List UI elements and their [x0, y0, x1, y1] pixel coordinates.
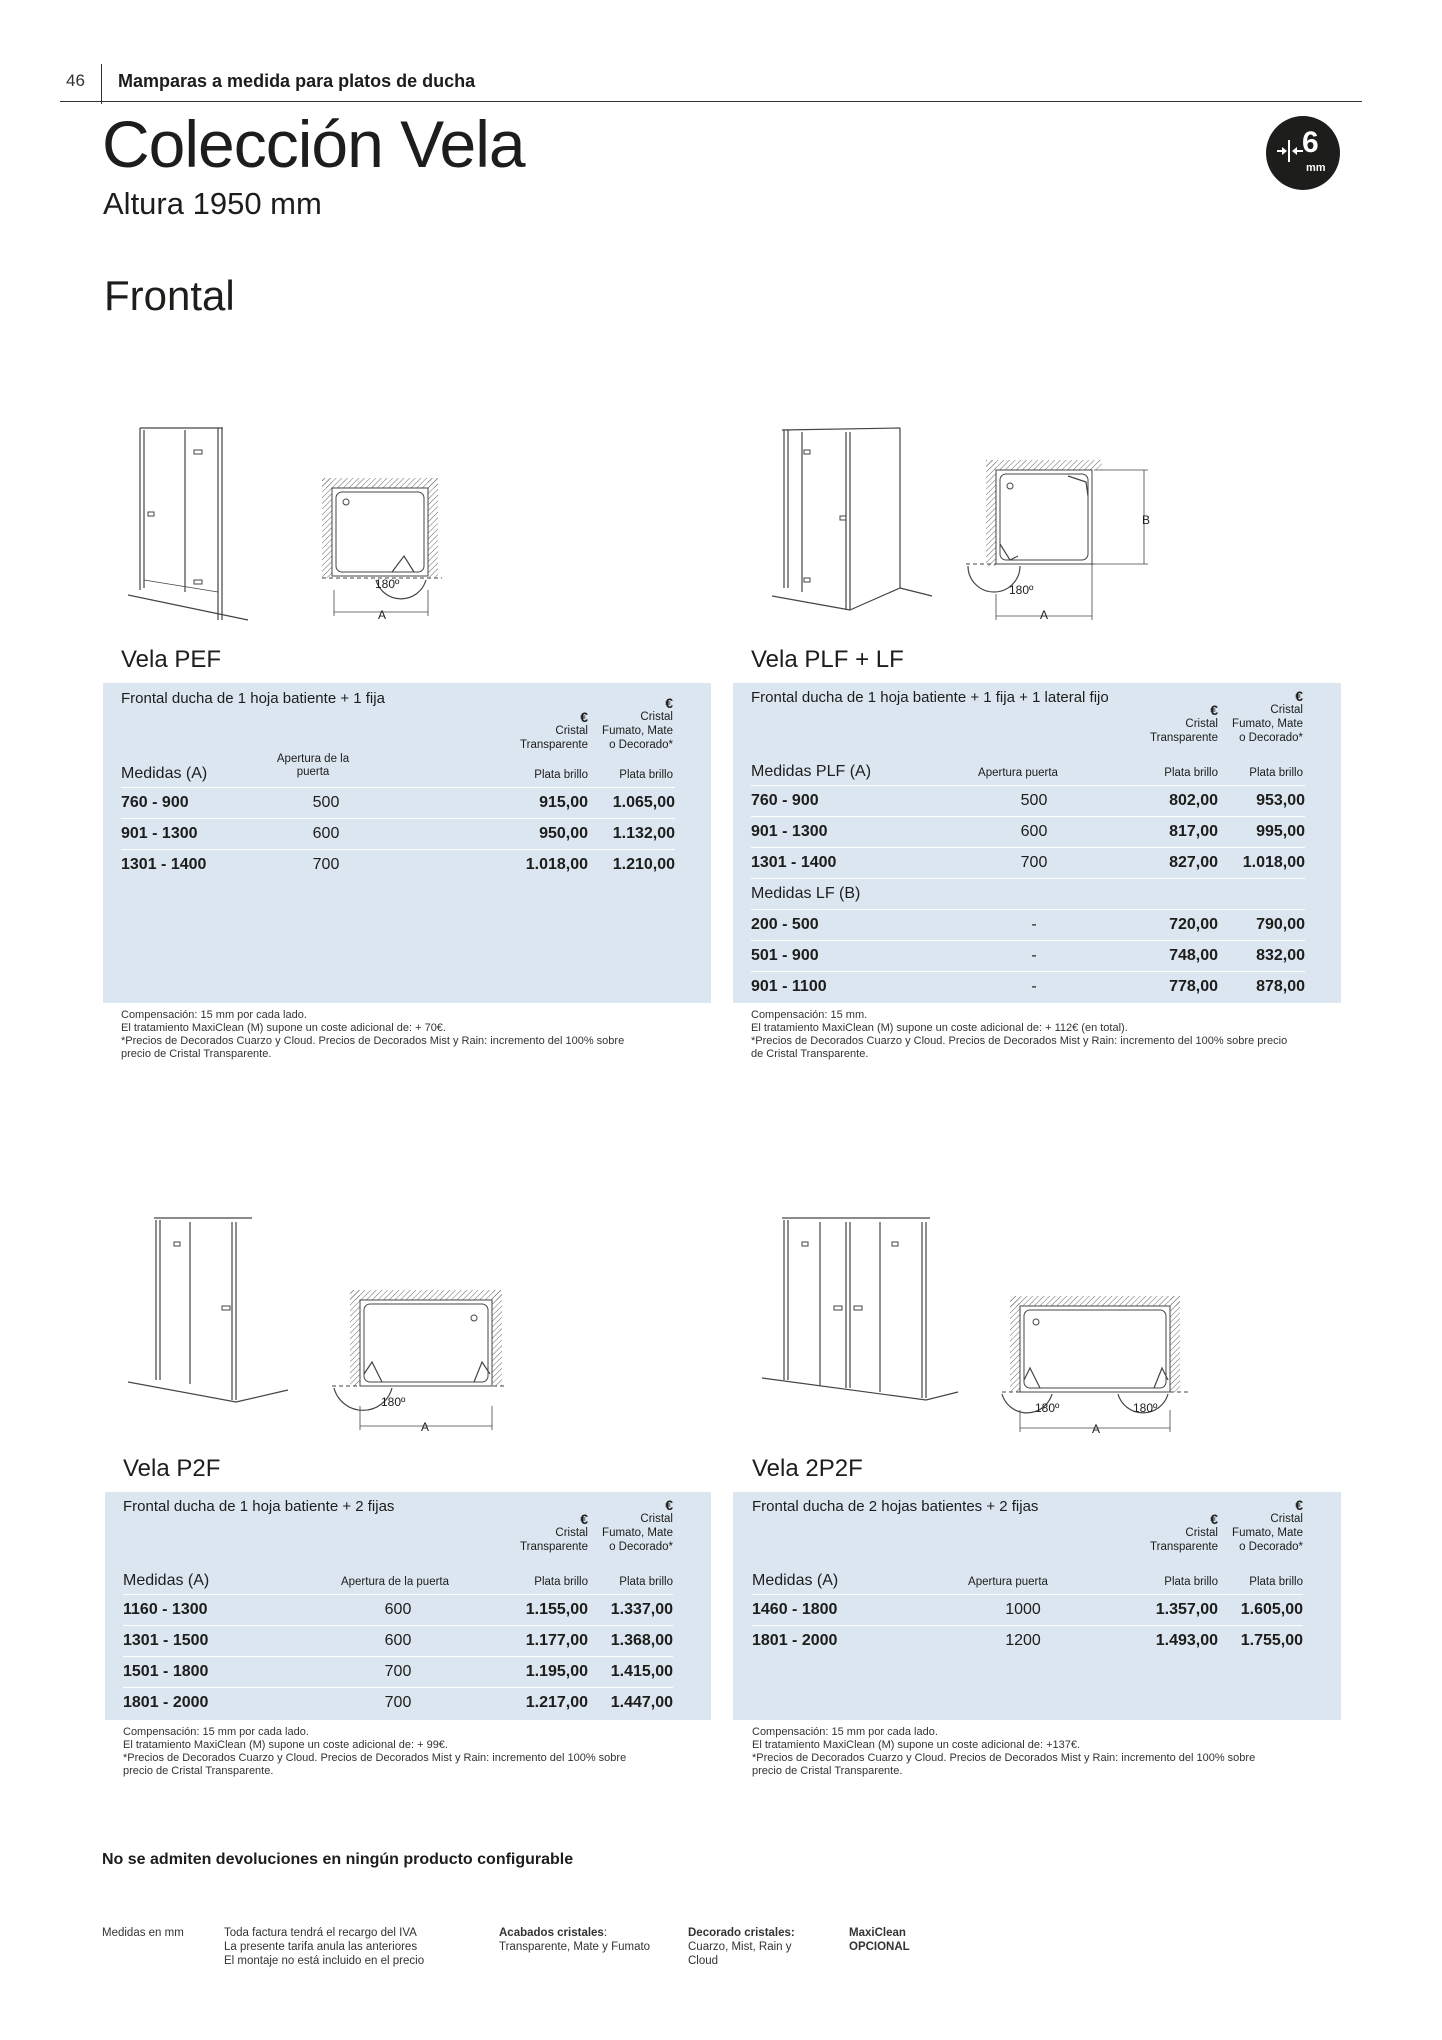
vela-p2f-elevation — [128, 1218, 288, 1402]
vela-p2f-dim-a: A — [421, 1420, 430, 1434]
product-title-vela-p2f: Vela P2F — [123, 1455, 221, 1482]
vela-plf-lf-diagram — [772, 420, 1152, 630]
table-row: 1301 - 1400 700 1.018,00 1.210,00 — [121, 849, 675, 879]
footer-glass-decor: Decorado cristales: Cuarzo, Mist, Rain y Cloud — [688, 1927, 795, 1967]
vela-plf-lf-col-decorated: € Cristal Fumato, Mate o Decorado* — [1232, 688, 1303, 744]
table-row: 200 - 500 - 720,00 790,00 — [751, 909, 1305, 939]
badge-value: 6 — [1302, 126, 1319, 159]
vela-plf-lf-door-label: Apertura puerta — [978, 767, 1058, 779]
page-title: Colección Vela — [102, 107, 525, 181]
table-row: 760 - 900 500 802,00 953,00 — [751, 785, 1305, 815]
vela-plf-lf-measure-label: Medidas PLF (A) — [751, 763, 872, 780]
vela-2p2f-description: Frontal ducha de 2 hojas batientes + 2 fijas — [752, 1498, 1039, 1515]
page-number: 46 — [66, 71, 85, 90]
vela-pef-description: Frontal ducha de 1 hoja batiente + 1 fija — [121, 690, 385, 707]
vela-pef-dim-a: A — [378, 608, 387, 622]
vela-plf-lf-measure-label-2: Medidas LF (B) — [751, 878, 1305, 908]
footer-billing: Toda factura tendrá el recargo del IVA La presente tarifa anula las anteriores El montaje no está incluido en el precio — [224, 1927, 425, 1967]
vela-plf-lf-price-table — [733, 683, 1341, 1003]
table-row: 1301 - 1500 600 1.177,00 1.368,00 — [123, 1625, 673, 1655]
header-divider — [101, 64, 102, 104]
vela-2p2f-finish1: Plata brillo — [1164, 1576, 1218, 1588]
vela-2p2f-angle-label-right: 180º — [1133, 1401, 1158, 1415]
vela-pef-measure-label: Medidas (A) — [121, 765, 208, 782]
vela-p2f-diagram — [128, 1210, 508, 1440]
vela-pef-angle-label: 180º — [375, 577, 400, 591]
vela-2p2f-plan — [1002, 1296, 1188, 1432]
vela-2p2f-col-transparent: € Cristal Transparente — [1150, 1511, 1218, 1553]
vela-2p2f-price-table — [733, 1492, 1341, 1720]
vela-2p2f-notes: Compensación: 15 mm por cada lado. El tratamiento MaxiClean (M) supone un coste adicional de: +137€. *Precios de Decorados Cuarzo y Cloud. Precios de Decorados Mist y Rain: incremento del 100% sobre precio de Cristal Transparente. — [752, 1726, 1256, 1777]
product-title-vela-plf-lf: Vela PLF + LF — [751, 646, 904, 673]
vela-plf-lf-elevation — [772, 428, 932, 610]
vela-p2f-description: Frontal ducha de 1 hoja batiente + 2 fijas — [123, 1498, 395, 1515]
vela-p2f-door-label: Apertura de la puerta — [340, 1576, 450, 1588]
table-row: 1460 - 1800 1000 1.357,00 1.605,00 — [752, 1594, 1303, 1624]
category-heading: Frontal — [104, 272, 235, 319]
vela-plf-lf-col-transparent: € Cristal Transparente — [1150, 702, 1218, 744]
table-row: 1801 - 2000 700 1.217,00 1.447,00 — [123, 1687, 673, 1717]
vela-2p2f-angle-label-left: 180º — [1035, 1401, 1060, 1415]
no-returns-notice: No se admiten devoluciones en ningún producto configurable — [102, 1851, 574, 1868]
vela-pef-col-decorated: € Cristal Fumato, Mate o Decorado* — [602, 695, 673, 751]
vela-p2f-price-table — [105, 1492, 711, 1720]
vela-pef-diagram — [128, 420, 458, 630]
vela-pef-col-transparent: € Cristal Transparente — [520, 709, 588, 751]
vela-2p2f-dim-a: A — [1092, 1422, 1101, 1436]
vela-pef-price-table — [103, 683, 711, 1003]
vela-p2f-angle-label: 180º — [381, 1395, 406, 1409]
vela-p2f-plan — [332, 1290, 506, 1430]
vela-p2f-notes: Compensación: 15 mm por cada lado. El tratamiento MaxiClean (M) supone un coste adicional de: + 99€. *Precios de Decorados Cuarzo y Cloud. Precios de Decorados Mist y Rain: incremento del 100% sobre precio de Cristal Transparente. — [123, 1726, 627, 1777]
vela-pef-door-label: Apertura de la puerta — [276, 753, 350, 778]
vela-plf-lf-finish1: Plata brillo — [1164, 767, 1218, 779]
vela-plf-lf-dim-a: A — [1040, 608, 1049, 622]
vela-2p2f-measure-label: Medidas (A) — [752, 1572, 839, 1589]
vela-p2f-measure-label: Medidas (A) — [123, 1572, 210, 1589]
thickness-arrows-icon — [1276, 140, 1304, 162]
vela-p2f-col-transparent: € Cristal Transparente — [520, 1511, 588, 1553]
footer-units: Medidas en mm — [102, 1927, 184, 1939]
vela-pef-plan — [322, 478, 442, 616]
table-row: 760 - 900 500 915,00 1.065,00 — [121, 787, 675, 817]
table-row: 1801 - 2000 1200 1.493,00 1.755,00 — [752, 1625, 1303, 1655]
vela-p2f-finish2: Plata brillo — [619, 1576, 673, 1588]
vela-pef-elevation — [128, 428, 248, 620]
vela-p2f-finish1: Plata brillo — [534, 1576, 588, 1588]
vela-plf-lf-dim-b: B — [1142, 513, 1151, 527]
table-row: 901 - 1300 600 950,00 1.132,00 — [121, 818, 675, 848]
vela-2p2f-col-decorated: € Cristal Fumato, Mate o Decorado* — [1232, 1497, 1303, 1553]
table-row: 1301 - 1400 700 827,00 1.018,00 — [751, 847, 1305, 877]
vela-pef-finish1: Plata brillo — [534, 769, 588, 781]
table-row: 1160 - 1300 600 1.155,00 1.337,00 — [123, 1594, 673, 1624]
section-title: Mamparas a medida para platos de ducha — [118, 71, 476, 91]
table-row: 901 - 1100 - 778,00 878,00 — [751, 971, 1305, 1001]
product-title-vela-pef: Vela PEF — [121, 646, 222, 673]
vela-2p2f-finish2: Plata brillo — [1249, 1576, 1303, 1588]
vela-plf-lf-description: Frontal ducha de 1 hoja batiente + 1 fija + 1 lateral fijo — [751, 689, 1109, 706]
header-rule — [60, 101, 1362, 102]
vela-plf-lf-plan — [966, 460, 1151, 620]
badge-unit: mm — [1306, 162, 1326, 174]
footer-glass-finishes: Acabados cristales: Transparente, Mate y Fumato — [499, 1927, 651, 1953]
vela-2p2f-elevation — [762, 1218, 958, 1400]
table-row: 901 - 1300 600 817,00 995,00 — [751, 816, 1305, 846]
vela-plf-lf-notes: Compensación: 15 mm. El tratamiento MaxiClean (M) supone un coste adicional de: + 112€ (en total). *Precios de Decorados Cuarzo y Cloud. Precios de Decorados Mist y Rain: incremento del 100% sobre precio de Cristal Transparente. — [751, 1009, 1288, 1060]
footer-maxiclean: MaxiClean OPCIONAL — [849, 1927, 910, 1953]
vela-2p2f-door-label: Apertura puerta — [968, 1576, 1048, 1588]
vela-pef-finish2: Plata brillo — [619, 769, 673, 781]
page-subtitle: Altura 1950 mm — [103, 186, 322, 221]
vela-pef-notes: Compensación: 15 mm por cada lado. El tratamiento MaxiClean (M) supone un coste adicional de: + 70€. *Precios de Decorados Cuarzo y Cloud. Precios de Decorados Mist y Rain: incremento del 100% sobre precio de Cristal Transparente. — [121, 1009, 625, 1060]
table-row: 1501 - 1800 700 1.195,00 1.415,00 — [123, 1656, 673, 1686]
product-title-vela-2p2f: Vela 2P2F — [752, 1455, 863, 1482]
vela-plf-lf-angle-label: 180º — [1009, 583, 1034, 597]
vela-plf-lf-finish2: Plata brillo — [1249, 767, 1303, 779]
table-row: 501 - 900 - 748,00 832,00 — [751, 940, 1305, 970]
vela-p2f-col-decorated: € Cristal Fumato, Mate o Decorado* — [602, 1497, 673, 1553]
glass-thickness-badge — [1266, 116, 1340, 190]
